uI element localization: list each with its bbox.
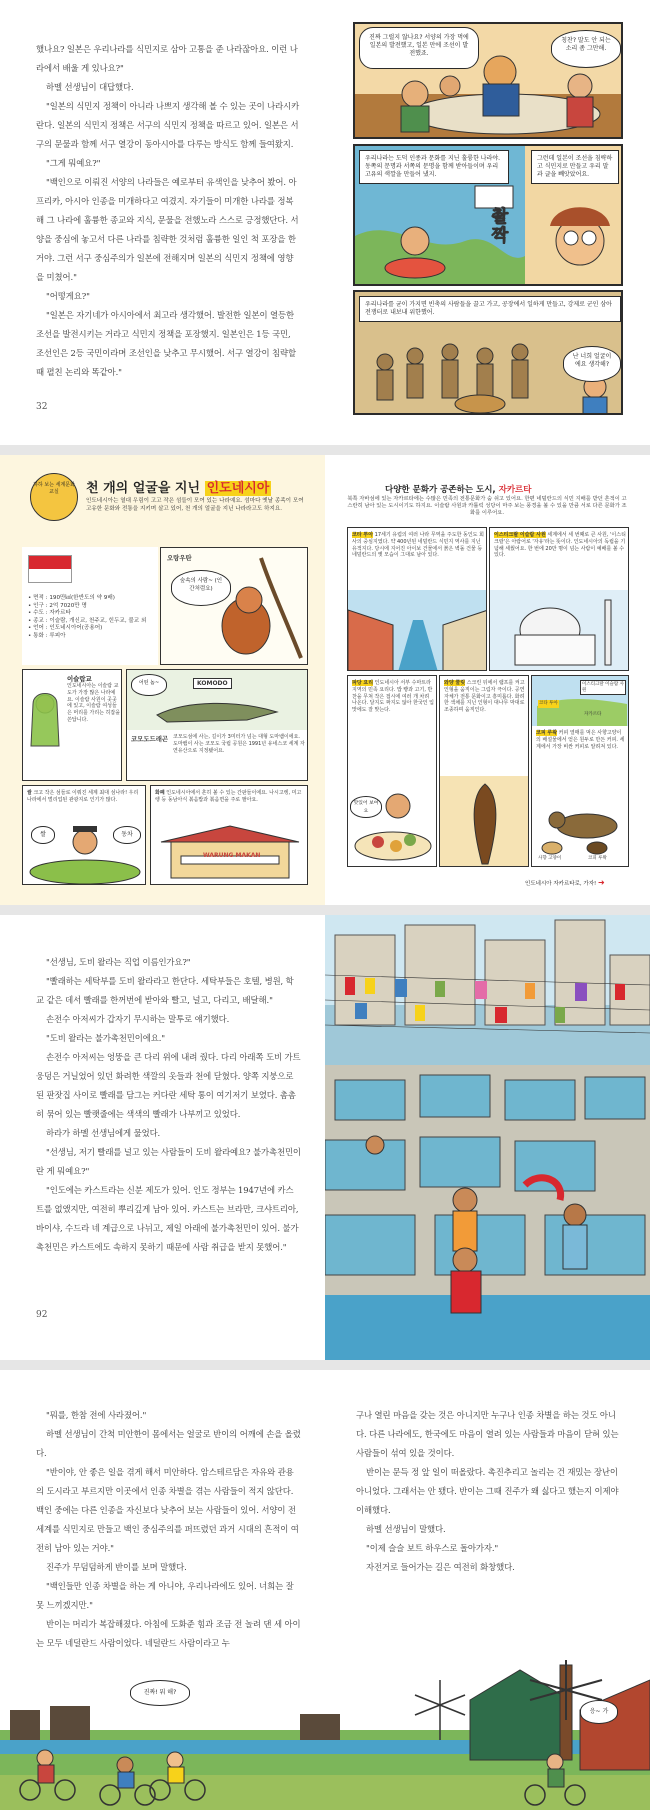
rice-title: 쌀 bbox=[27, 790, 32, 796]
map-label: 코타 투아 bbox=[539, 701, 558, 706]
islam-title: 이슬람교 bbox=[67, 675, 92, 683]
divider bbox=[0, 445, 650, 455]
paragraph: "이제 슬슬 보트 하우스로 돌아가자." bbox=[366, 1543, 499, 1553]
speech-bubble: 응~ 가 bbox=[580, 1700, 618, 1724]
paragraph: 자전거로 들어가는 길은 여전히 화창했다. bbox=[366, 1562, 515, 1572]
paragraph: "선생님, 저기 빨래를 널고 있는 사람들이 도비 왈라예요? 불가촉천민이란 게 뭐예요?" bbox=[36, 1147, 301, 1176]
spread-4 bbox=[0, 1370, 650, 1810]
paragraph: "일본은 자기네가 아시아에서 최고라 생각했어. 발전한 일본이 열등한 조선을 발전시키는 거라고 식민지 정책을 포장했지. 일본인은 1등 국민, 조선인은 2등 국민이라며 조선인을 낮추고 무시했어. 서구 열강이 침략할 때 펼친 논리와 똑같아." bbox=[36, 310, 297, 377]
speech-bubble: 어떤 놈~ bbox=[131, 674, 167, 696]
kopi-text: 커피 열매를 먹은 사향고양이의 배설물에서 얻은 원두로 만든 커피. 세계에서 가장 비싼 커피로 알려져 있다. bbox=[536, 730, 625, 750]
speech-bubble: 칭찬? 말도 안 되는 소리 좀 그만해. bbox=[551, 30, 621, 68]
dragon-text: 코모도섬에 사는, 길이가 3미터가 넘는 대형 도마뱀이에요. 도마뱀이 사는 코모도 국립 공원은 1991년 유네스코 세계 자연유산으로 지정됐어요. bbox=[173, 734, 305, 754]
fact-item: • 인구 : 2억 7020만 명 bbox=[28, 602, 87, 609]
fact-item: • 면적 : 190만㎢(한반도의 약 9배) bbox=[28, 595, 115, 601]
paragraph: "어떻게요?" bbox=[46, 291, 90, 301]
wayang-text: 스크린 뒤에서 램프를 켜고 인형을 움직이는 그림자 극이다. 공연 자체가 전통 문화이고 흥미롭다. 화려한 색채를 지닌 인형이 대나무 막대로 조종하며 움직인다. bbox=[444, 680, 525, 714]
paragraph: "백인으로 이뤄진 서양의 나라들은 예로부터 유색인을 낮추어 봤어. 아프리카, 아시아 인종을 미개하다고 여겼지. 자기들이 미개한 나라를 정복해 그 나라에 훌륭한 종교와 지식, 문물을 전했노라 스스로 긍정했단다. 서양을 중심에 놓고서 다른 나라를 침략한 것처럼 훌륭한 일인 척 포장을 한 거야. 그런 서구 중심주의가 일본에 전해지며 일본의 식민지 정책에 영향을 미쳤어." bbox=[36, 177, 299, 282]
title-highlight: 인도네시아 bbox=[206, 481, 270, 496]
infographic-title bbox=[86, 477, 271, 496]
hijab-woman-illustration bbox=[25, 690, 65, 750]
dragon-title: 코모도드래곤 bbox=[131, 735, 169, 743]
paragraph: 하멜 선생님이 대답했다. bbox=[46, 82, 134, 92]
speech-bubble: 쌀 bbox=[31, 826, 55, 844]
map-label: 이스티크랄 이슬람 사원 bbox=[580, 680, 626, 695]
paragraph: "뭐를, 한참 전에 사라졌어." bbox=[46, 1410, 147, 1420]
paragraph: 구나 열린 마음을 갖는 것은 아니지만 누구나 인종 차별을 하는 것도 아니다. 다른 나라에도, 한국에도 마음이 열려 있는 사람들과 마음이 닫혀 있는 사람들이 섞여 있을 것이다. bbox=[356, 1410, 619, 1458]
paragraph: "인도에는 카스트라는 신분 제도가 있어. 인도 정부는 1947년에 카스트를 없앴지만, 여전히 뿌리깊게 남아 있어. 카스트는 브라만, 크샤트리아, 바이샤, 수드라 네 계급으로 나뉘고, 제일 아래에 불가촉천민이 있어. 불가촉천민은 카스트에도 속하지 못하기 때문에 사람 취급을 받지 못했어." bbox=[36, 1185, 299, 1252]
caption-box: 우리나라를 균이 가지면 빈축의 사람들을 끌고 가고, 공장에서 일하게 만들고, 강제로 군인 삼아 전쟁터로 내보내 위한했어. bbox=[359, 296, 621, 322]
paragraph: "선생님, 도비 왈라는 직업 이름인가요?" bbox=[46, 957, 191, 967]
next-link-text: 인도네시아 자카르타로, 가자! bbox=[525, 881, 597, 887]
speech-bubble: 난 너희 얼굴이에요 생각해? bbox=[563, 346, 621, 382]
padang-box bbox=[347, 675, 437, 867]
badge-text: 하하 보는 세계문화 교실 bbox=[33, 482, 75, 495]
istiqlal-text: 세계에서 세 번째로 큰 사원, '이스티크랄'은 아랍어로 '자유'라는 뜻이다. 인도네시아의 독립을 기념해 세웠어요. 한 번에 20만 명이 넘는 사람이 예배를 볼 수 있다. bbox=[494, 532, 626, 559]
paragraph: "반이야, 안 좋은 일을 겪게 해서 미안하다. 암스테르담은 자유와 관용의 도시라고 부르지만 이곳에서 인종 차별을 겪는 사람들이 적지 않단다. 백인 중에는 다른 인종을 자신보다 낮추어 보는 사람들이 있어. 서양이 전 세계를 식민지로 만들고 백인 중심주의를 퍼뜨렸던 과거 시대의 흔적이 여전히 남아 있는 거야." bbox=[36, 1467, 299, 1553]
currency-title: 화폐 bbox=[155, 790, 165, 796]
spread-1 bbox=[0, 0, 650, 445]
paragraph: 손전수 아저씨는 엉뚱을 큰 다리 위에 내려 줬다. 다리 아래쪽 도비 가트 웅덩은 거닐었어 있던 화려한 색깔의 옷들과 천에 닫혔다. 양쪽 지붕으로 된 판잣집 사이로 빨래를 담그는 커다란 세탁 통이 여기저기 보였다. 촘촘히 묶어 있는 빨랫줄에는 색색의 빨래가 나부끼고 있었다. bbox=[36, 1052, 301, 1119]
speech-bubble: 숲속의 사람~ (인간처럼요) bbox=[171, 570, 231, 606]
jakarta-infographic bbox=[325, 455, 650, 905]
paragraph: "백인들만 인종 차별을 하는 게 아니야, 우리나라에도 있어. 너희는 잘 못 느끼겠지만." bbox=[36, 1581, 294, 1610]
speech-bubble: 진짜 그럴지 않나요? 서양의 가장 먹에 일본의 발전했고, 일본 만에 조선이 발전했죠. bbox=[359, 27, 479, 69]
komodo-sign: KOMODO bbox=[193, 678, 232, 689]
komodo-box bbox=[126, 669, 308, 781]
paragraph: "도비 왈라는 불가촉천민이에요." bbox=[46, 1033, 166, 1043]
paragraph: "빨래하는 세탁부를 도비 왈라라고 한단다. 세탁부들은 호텔, 병원, 학교 같은 데서 빨래를 한꺼번에 받아와 빨고, 널고, 다리고, 배달해." bbox=[36, 976, 294, 1005]
wayang-heading bbox=[444, 680, 526, 714]
comic-panel-3 bbox=[353, 290, 623, 415]
kopi-box bbox=[531, 675, 629, 867]
civet-illustration bbox=[532, 798, 629, 858]
fact-item: • 통화 : 루피아 bbox=[28, 632, 66, 639]
facts-list bbox=[28, 595, 156, 641]
divider bbox=[0, 905, 650, 915]
paragraph: 했나요? 일본은 우리나라를 식민지로 삼아 고통을 준 나라잖아요. 이런 나라에서 배울 게 있나요?" bbox=[36, 44, 298, 73]
sound-effect: 촬 짝 bbox=[491, 207, 509, 246]
padang-food-illustration bbox=[348, 776, 437, 866]
speech-bubble: 동차 bbox=[113, 826, 141, 844]
padang-text: 인도네시아 서부 수마트라 지역의 민족 요리다. 밥 빵과 고기, 반찬을 무쳐 작은 접시에 여러 개 차려 나온다. 달지도 짜지도 않아 한국인 입맛에도 잘 맞는다. bbox=[352, 680, 434, 714]
spread-3-text bbox=[36, 953, 301, 1257]
fact-item: • 언어 : 인도네시아어(공용어) bbox=[28, 625, 103, 632]
islam-text: 인도네시아는 이슬람 교도가 가장 많은 나라예요. 이슬람 사원이 곳곳에 있고, 이슬람 여성들은 머리를 가리는 히잡을 쓴답니다. bbox=[67, 683, 121, 723]
next-page-link[interactable] bbox=[525, 879, 605, 889]
comic-panel-1 bbox=[353, 22, 623, 139]
padang-heading bbox=[352, 680, 434, 714]
currency-text: 인도네시아에서 흔히 볼 수 있는 간판들이에요. 나시고렝, 미고렝 등 동남아식 볶음밥과 볶음면을 주로 팔아요. bbox=[155, 790, 302, 803]
currency-box bbox=[150, 785, 308, 885]
laundry-scene bbox=[325, 915, 650, 1360]
spread-3-left-page bbox=[0, 915, 325, 1360]
section-badge bbox=[30, 473, 78, 521]
paragraph: "그게 뭐예요?" bbox=[46, 158, 101, 168]
page-number: 32 bbox=[36, 402, 48, 412]
warung-sign: WARUNG MAKAN bbox=[203, 852, 261, 859]
kota-tua-box bbox=[347, 527, 487, 671]
animal-label: 코피 루왁 bbox=[588, 856, 607, 861]
wayang-box bbox=[439, 675, 529, 867]
animal-label: 사향 고양이 bbox=[538, 856, 562, 861]
map-label: 자카르타 bbox=[584, 712, 602, 717]
caption-box: 그런데 일본이 조선을 침략하고 식민지로 만들고 우리 말과 글을 빼앗았어요. bbox=[531, 150, 619, 184]
jakarta-intro: 북쪽 자바섬에 있는 자카르타에는 수많은 민족의 전통문화가 숨 쉬고 있어요. 한편 네덜란드의 식민 지배를 받던 흔적이 고스란히 남아 있는 도시이기도 하지요. 이슬람 사원과 카톨릭 성당이 마주 보는 풍경을 볼 수 있을 만큼 서로 다른 문화가 조화를 이루어요. bbox=[347, 496, 627, 516]
spread-2 bbox=[0, 455, 650, 905]
kopi-heading bbox=[536, 730, 626, 750]
spread-1-right-comic bbox=[325, 0, 650, 445]
paragraph: 진주가 무덤덤하게 반이를 보며 말했다. bbox=[46, 1562, 187, 1572]
istiqlal-box bbox=[489, 527, 629, 671]
orangutan-box bbox=[160, 547, 308, 665]
comic-panel-2 bbox=[353, 144, 623, 286]
orangutan-illustration bbox=[161, 548, 308, 665]
speech-bubble: 진짜! 뭐 해? bbox=[130, 1680, 190, 1706]
fact-item: • 수도 : 자카르타 bbox=[28, 610, 71, 617]
title-highlight: 자카르타 bbox=[498, 485, 532, 495]
jakarta-title bbox=[385, 483, 531, 495]
caption-box: 우리나라는 도덕 인종과 문화를 지닌 훌륭한 나라야. 동쪽의 문명과 서쪽의 문명을 함께 받아들이며 우리 고유의 색깔을 만들어 냈지. bbox=[359, 150, 509, 184]
paragraph: 반이는 머리가 복잡해졌다. 아침에 도화준 힘과 조금 전 놀려 댄 세 아이는 모두 네덜란드 사람이었다. 네덜란드 사람이라고 누 bbox=[36, 1619, 301, 1648]
dhobi-ghat-illustration bbox=[325, 915, 650, 1360]
spread-4-right-text bbox=[356, 1406, 624, 1577]
istiqlal-heading bbox=[494, 532, 626, 559]
spread-3 bbox=[0, 915, 650, 1360]
indonesia-infographic bbox=[0, 455, 325, 905]
currency-heading bbox=[155, 790, 305, 804]
padang-title: 파당 요리 bbox=[352, 680, 374, 686]
paragraph: 손전수 아저씨가 갑자기 무시하는 말투로 얘기했다. bbox=[46, 1014, 230, 1024]
paragraph: 반이는 문득 정 앞 일이 떠올랐다. 촉진추리고 놀리는 건 재밌는 장난이 아니었다. 그래서는 안 됐다. 반이는 그때 진주가 왜 싫다고 했는지 이제야 이해했다. bbox=[356, 1467, 619, 1515]
mosque-illustration bbox=[490, 590, 629, 671]
paragraph: 하라가 하멜 선생님에게 물었다. bbox=[46, 1128, 161, 1138]
spread-4-left-text bbox=[36, 1406, 301, 1653]
rice-box bbox=[22, 785, 146, 885]
spread-1-left-page bbox=[0, 0, 325, 445]
country-facts-box bbox=[22, 547, 158, 665]
kota-tua-heading bbox=[352, 532, 484, 559]
kota-text: 17세기 유럽의 여러 나라 무역을 주도한 동인도 회사의 중심지였다. 약 400년된 네덜란드 식민지 역사를 지닌 유적지다. 당시에 지어진 아이보 건물에서 붉은 벽돌 건물 등 네덜란드의 옛 모습이 그대로 남아 있다. bbox=[352, 532, 484, 559]
istiqlal-title: 이스티크랄 이슬람 사원 bbox=[494, 532, 546, 538]
kopi-title: 코피 루왁 bbox=[536, 730, 558, 736]
orangutan-label: 오랑우탄 bbox=[167, 554, 192, 562]
paragraph: 하멜 선생님이 간척 미안한이 몸에서는 얼굴로 반이의 어깨에 손을 올렸다. bbox=[36, 1429, 301, 1458]
wayang-puppet-illustration bbox=[440, 776, 529, 867]
paragraph: 하멜 선생님이 말했다. bbox=[366, 1524, 446, 1534]
paragraph: "일본의 식민지 정책이 아니라 나쁘지 생각해 볼 수 있는 곳이 나라시카란다. 일본의 식민지 정책은 서구의 식민지 정책을 따르고 있어. 일본은 서구의 문물과 함께 서구 열강이 동아시아를 다루는 방식도 함께 들여왔지. bbox=[36, 101, 300, 149]
amsterdam-bike-scene bbox=[0, 1640, 650, 1810]
rice-text: 크고 작은 섬들로 이뤄진 세계 최대 섬나라! 우리나라에서 벌리업된 관광지로 인기가 많다. bbox=[27, 790, 139, 803]
speech-bubble: 맛있어 보여요 bbox=[350, 796, 382, 818]
rice-heading bbox=[27, 790, 143, 804]
islam-box bbox=[22, 669, 122, 781]
fact-item: • 종교 : 이슬람, 개신교, 천주교, 힌두교, 불교 외 bbox=[28, 617, 147, 624]
flag-of-indonesia bbox=[28, 555, 72, 583]
kota-tua-illustration bbox=[348, 590, 487, 671]
kota-title: 코타 투아 bbox=[352, 532, 374, 538]
page-number: 92 bbox=[36, 1310, 48, 1320]
infographic-intro: 인도네시아는 열대 우림이 고고 작은 섬들이 모여 있는 나라예요. 섬마다 옛날 종족이 모여 고유한 문화와 전통을 지키며 살고 있어, 천 개의 얼굴을 지닌 나라라고도 하지요. bbox=[86, 498, 304, 512]
spread-1-text bbox=[36, 40, 301, 382]
arrow-right-icon: ➜ bbox=[597, 878, 605, 887]
wayang-title: 와양 쿨릿 bbox=[444, 680, 466, 686]
divider bbox=[0, 1360, 650, 1370]
title-prefix: 다양한 문화가 공존하는 도시, bbox=[385, 485, 499, 495]
title-prefix: 천 개의 얼굴을 지닌 bbox=[86, 481, 205, 496]
